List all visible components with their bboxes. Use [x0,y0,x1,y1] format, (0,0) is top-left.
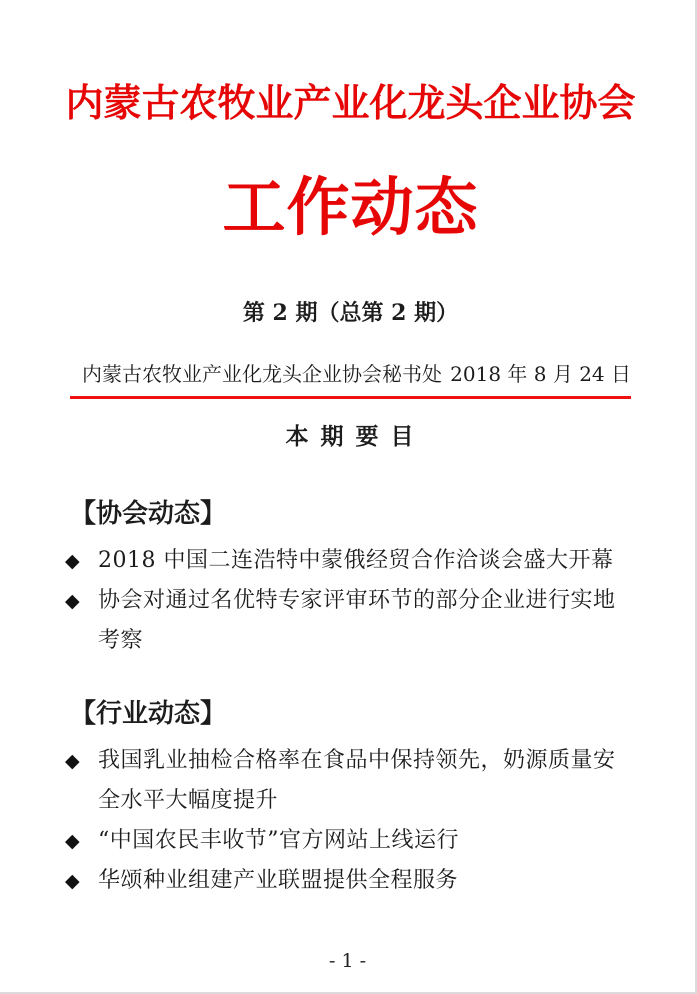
diamond-bullet-icon: ◆ [65,749,80,772]
toc-item-text: “中国农民丰收节”官方网站上线运行 [98,827,459,853]
org-title: 内蒙古农牧业产业化龙头企业协会 [65,80,636,125]
toc-item-text: 2018 中国二连浩特中蒙俄经贸合作洽谈会盛大开幕 [98,547,614,573]
diamond-bullet-icon: ◆ [65,589,80,612]
section-items [65,541,631,661]
toc-section [65,498,631,661]
issue-number-line: 第 2 期（总第 2 期） [242,299,459,326]
contents-heading: 本 期 要 目 [285,423,416,450]
publisher-name: 内蒙古农牧业产业化龙头企业协会秘书处 [82,361,442,386]
bulletin-title: 工作动态 [222,169,479,244]
diamond-bullet-icon: ◆ [65,549,80,572]
section-items [65,741,631,901]
section-heading: 【协会动态】 [70,498,227,529]
toc-item [65,821,631,861]
toc-section [65,698,631,901]
diamond-bullet-icon: ◆ [65,829,80,852]
toc-sections [65,498,631,901]
toc-item [65,541,631,581]
diamond-bullet-icon: ◆ [65,869,80,892]
toc-item-text: 协会对通过名优特专家评审环节的部分企业进行实地考察 [98,587,616,653]
publisher-row [70,361,631,387]
section-heading: 【行业动态】 [70,698,227,729]
publish-date: 2018 年 8 月 24 日 [450,361,631,386]
toc-item [65,861,631,901]
toc-item [65,741,631,821]
divider-rule [70,396,631,399]
page-number: - 1 - [328,950,366,972]
toc-item-text: 我国乳业抽检合格率在食品中保持领先，奶源质量安全水平大幅度提升 [98,747,616,813]
toc-item-text: 华颂种业组建产业联盟提供全程服务 [98,867,459,893]
toc-item [65,581,631,661]
